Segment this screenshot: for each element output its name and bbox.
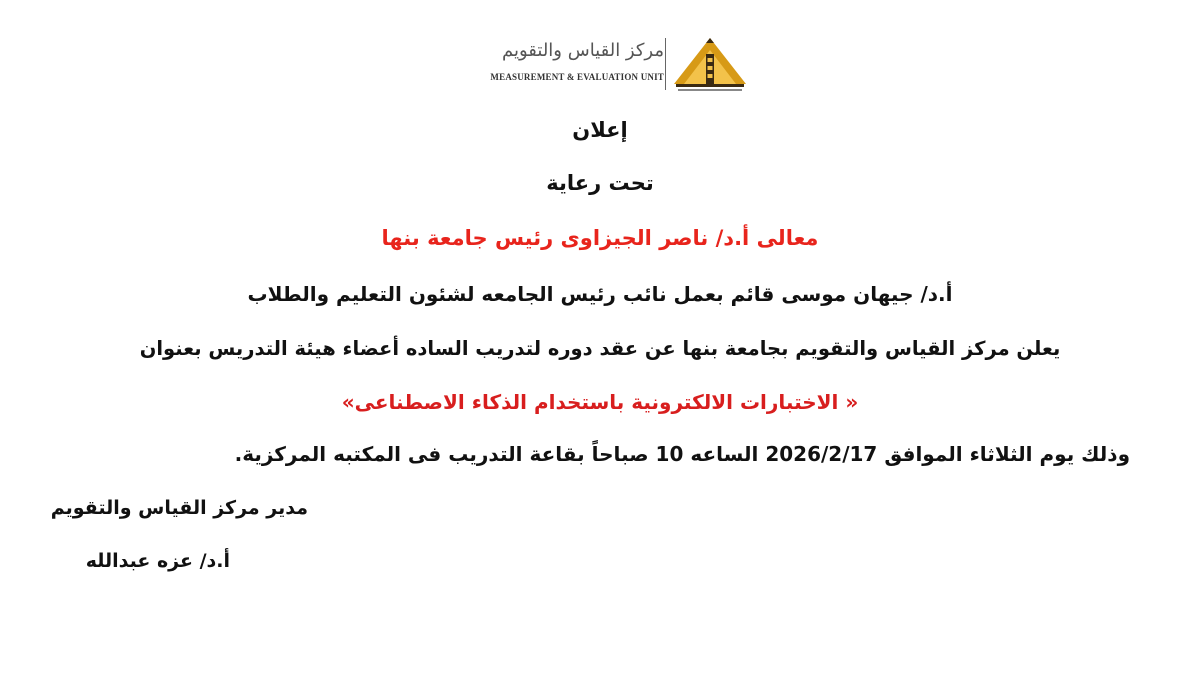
signature-role: مدير مركز القياس والتقويم (50, 497, 308, 519)
patronage-line: تحت رعاية (546, 171, 654, 195)
unit-name-english: MEASUREMENT & EVALUATION UNIT (490, 72, 664, 82)
signature-name: أ.د/ عزه عبدالله (85, 550, 230, 572)
unit-name-arabic: مركز القياس والتقويم (502, 40, 664, 61)
university-logo-icon (670, 34, 750, 94)
announcement-body: يعلن مركز القياس والتقويم بجامعة بنها عن عقد دوره لتدريب الساده أعضاء هيئة التدريس بعنوان (139, 337, 1061, 360)
header-logo-block (480, 34, 750, 94)
schedule-line: وذلك يوم الثلاثاء الموافق 2026/2/17 الساعه 10 صباحاً بقاعة التدريب فى المكتبه المركزية. (234, 442, 1130, 466)
header-divider (665, 38, 666, 90)
president-line: معالى أ.د/ ناصر الجيزاوى رئيس جامعة بنها (381, 226, 819, 250)
course-title: « الاختبارات الالكترونية باستخدام الذكاء الاصطناعى» (341, 390, 859, 414)
vice-president-line: أ.د/ جيهان موسى قائم بعمل نائب رئيس الجامعه لشئون التعليم والطلاب (247, 282, 953, 306)
announcement-title: إعلان (572, 118, 628, 142)
